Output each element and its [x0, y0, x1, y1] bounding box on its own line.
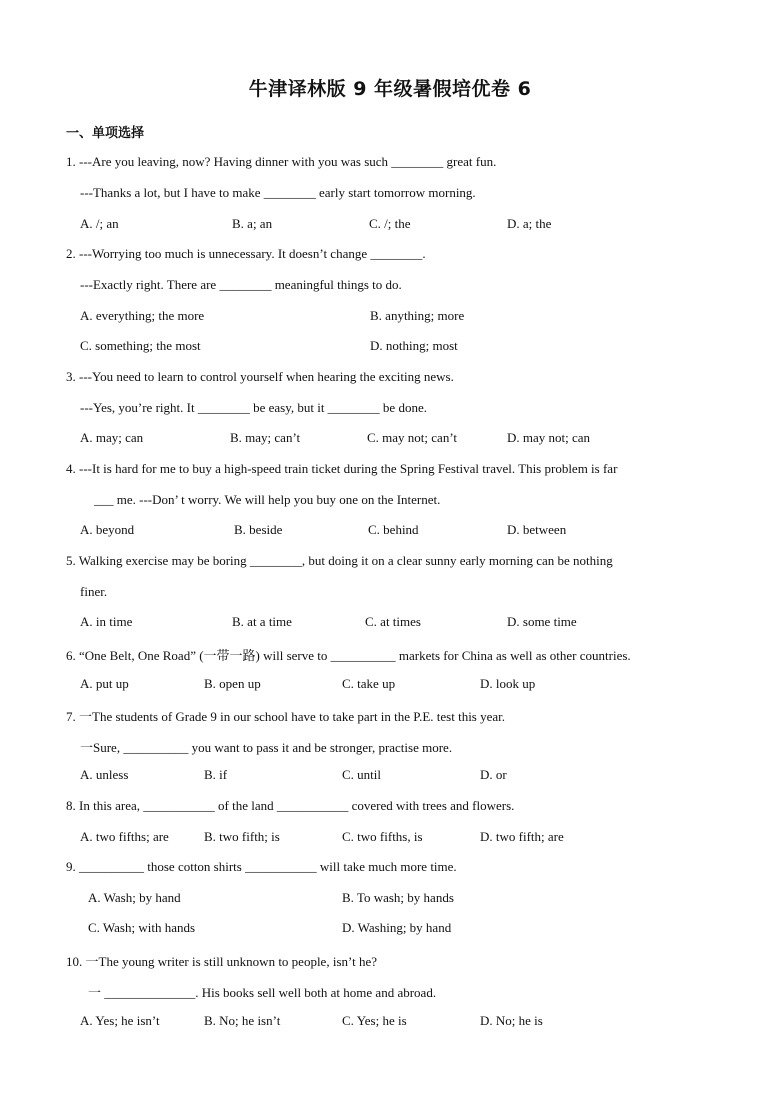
question-6-option-c: C. take up — [342, 676, 396, 691]
question-7-option-c: C. until — [342, 767, 382, 782]
question-3-option-d: D. may not; can — [507, 430, 591, 445]
question-4-stem: 4. ---It is hard for me to buy a high-speed train ticket during the Spring Festival travel. This problem is far — [66, 461, 618, 476]
question-5-option-a: A. in time — [80, 614, 133, 629]
question-10-option-c: C. Yes; he is — [342, 1013, 407, 1028]
question-5-option-c: C. at times — [365, 614, 421, 629]
question-4-option-c: C. behind — [368, 522, 419, 537]
question-10-option-d: D. No; he is — [480, 1013, 543, 1028]
question-2-option-c: C. something; the most — [80, 338, 201, 353]
question-7-line-2: 一Sure, __________ you want to pass it and be stronger, practise more. — [80, 740, 453, 755]
question-5-line-2: finer. — [80, 584, 108, 599]
question-3-option-a: A. may; can — [80, 430, 144, 445]
question-6-option-d: D. look up — [480, 676, 536, 691]
question-8-option-d: D. two fifth; are — [480, 829, 564, 844]
section-heading: 一、单项选择 — [66, 126, 145, 141]
question-4-option-d: D. between — [507, 522, 567, 537]
question-5-option-d: D. some time — [507, 614, 577, 629]
question-7-option-b: B. if — [204, 767, 228, 782]
question-7-option-a: A. unless — [80, 767, 129, 782]
question-5-option-b: B. at a time — [232, 614, 292, 629]
question-2-stem: 2. ---Worrying too much is unnecessary. It doesn’t change ________. — [66, 246, 426, 261]
question-1-line-2: ---Thanks a lot, but I have to make ________ early start tomorrow morning. — [80, 185, 476, 200]
question-6-option-b: B. open up — [204, 676, 261, 691]
question-1-stem: 1. ---Are you leaving, now? Having dinner with you was such ________ great fun. — [66, 154, 497, 169]
page-title: 牛津译林版 9 年级暑假培优卷 6 — [248, 78, 532, 100]
question-4-line-2: ___ me. ---Don’ t worry. We will help you buy one on the Internet. — [94, 492, 441, 507]
question-1-option-a: A. /; an — [80, 216, 119, 231]
question-10-option-b: B. No; he isn’t — [204, 1013, 281, 1028]
question-6-stem: 6. “One Belt, One Road” (一带一路) will serve to __________ markets for China as well as other countries. — [66, 648, 631, 663]
question-9-option-c: C. Wash; with hands — [88, 920, 196, 935]
question-2-option-d: D. nothing; most — [370, 338, 458, 353]
question-10-line-2: 一 ______________. His books sell well both at home and abroad. — [88, 985, 437, 1000]
question-7-stem: 7. 一The students of Grade 9 in our school have to take part in the P.E. test this year. — [66, 709, 506, 724]
question-9-option-a: A. Wash; by hand — [88, 890, 181, 905]
question-5-stem: 5. Walking exercise may be boring ________, but doing it on a clear sunny early morning can be nothing — [66, 553, 613, 568]
question-9-option-d: D. Washing; by hand — [342, 920, 452, 935]
question-8-option-b: B. two fifth; is — [204, 829, 280, 844]
question-2-option-b: B. anything; more — [370, 308, 465, 323]
question-2-option-a: A. everything; the more — [80, 308, 205, 323]
question-6-option-a: A. put up — [80, 676, 129, 691]
question-10-stem: 10. 一The young writer is still unknown to people, isn’t he? — [66, 954, 377, 969]
question-1-option-d: D. a; the — [507, 216, 552, 231]
question-7-option-d: D. or — [480, 767, 507, 782]
question-8-option-c: C. two fifths, is — [342, 829, 423, 844]
question-10-option-a: A. Yes; he isn’t — [80, 1013, 160, 1028]
question-3-stem: 3. ---You need to learn to control yourself when hearing the exciting news. — [66, 369, 454, 384]
question-4-option-b: B. beside — [234, 522, 283, 537]
question-1-option-c: C. /; the — [369, 216, 411, 231]
question-8-option-a: A. two fifths; are — [80, 829, 169, 844]
question-3-option-b: B. may; can’t — [230, 430, 301, 445]
question-3-line-2: ---Yes, you’re right. It ________ be easy, but it ________ be done. — [80, 400, 427, 415]
question-1-option-b: B. a; an — [232, 216, 273, 231]
question-9-stem: 9. __________ those cotton shirts ___________ will take much more time. — [66, 859, 457, 874]
question-3-option-c: C. may not; can’t — [367, 430, 458, 445]
question-9-option-b: B. To wash; by hands — [342, 890, 454, 905]
question-8-stem: 8. In this area, ___________ of the land ___________ covered with trees and flowers. — [66, 798, 515, 813]
question-2-line-2: ---Exactly right. There are ________ meaningful things to do. — [80, 277, 402, 292]
question-4-option-a: A. beyond — [80, 522, 135, 537]
